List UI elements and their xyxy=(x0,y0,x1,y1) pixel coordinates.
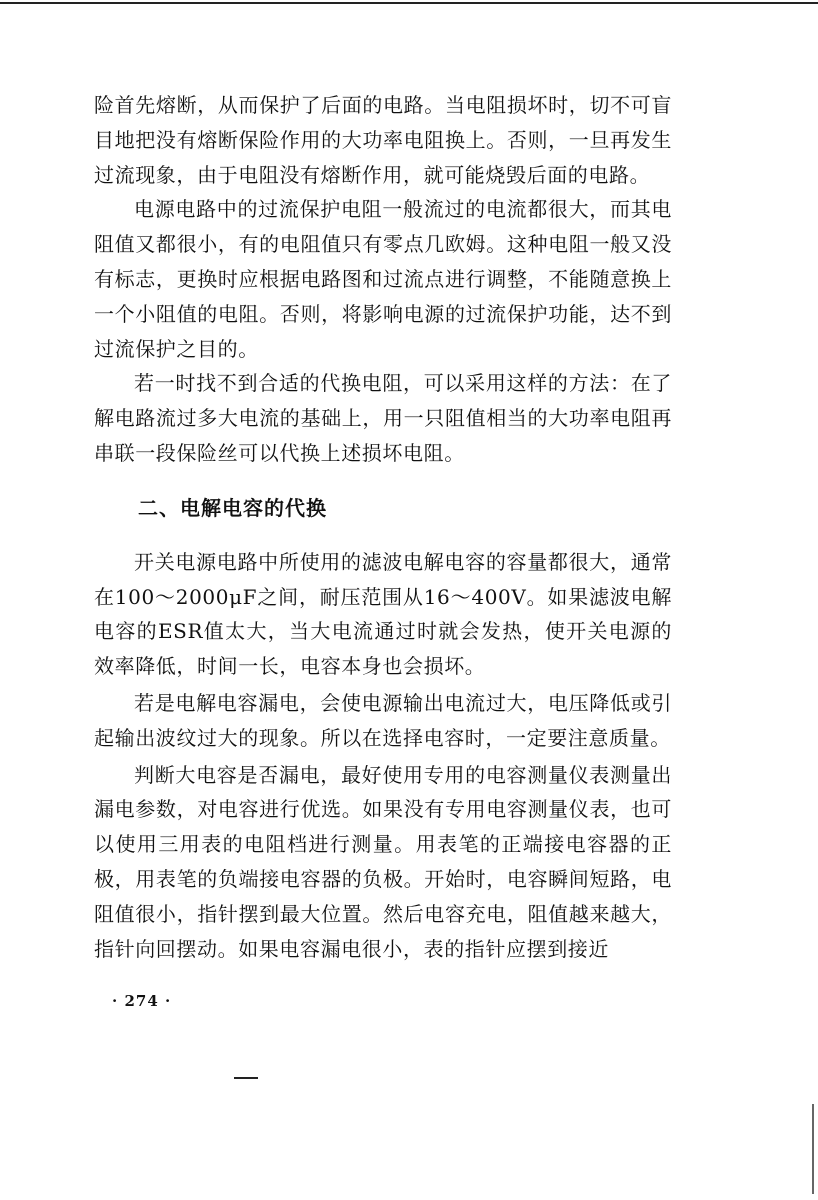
paragraph-capacitor-leakage: 若是电解电容漏电，会使电源输出电流过大，电压降低或引起输出波纹过大的现象。所以在选择电容时，一定要注意质量。 xyxy=(94,690,672,750)
paragraph-filter-capacitor: 开关电源电路中所使用的滤波电解电容的容量都很大，通常在100～2000μF之间，耐压范围从16～400V。如果滤波电解电容的ESR值太大，当大电流通过时就会发热，使开关电源的效率降低，时间一长，电容本身也会损坏。 xyxy=(94,549,672,679)
paragraph-leak-testing: 判断大电容是否漏电，最好使用专用的电容测量仪表测量出漏电参数，对电容进行优选。如果没有专用电容测量仪表，也可以使用三用表的电阻档进行测量。用表笔的正端接电容器的正极，用表笔的负端接电容器的负极。开始时，电容瞬间短路，电阻值很小，指针摆到最大位置。然后电容充电，阻值越来越大，指针向回摆动。如果电容漏电很小，表的指针应摆到接近 xyxy=(94,762,672,961)
top-rule xyxy=(0,2,818,4)
page-body xyxy=(94,88,672,966)
paragraph-overcurrent-resistor: 电源电路中的过流保护电阻一般流过的电流都很大，而其电阻值又都很小，有的电阻值只有零点几欧姆。这种电阻一般又没有标志，更换时应根据电路图和过流点进行调整，不能随意换上一个小阻值的电阻。否则，将影响电源的过流保护功能，达不到过流保护之目的。 xyxy=(94,197,672,361)
side-mark xyxy=(812,1104,814,1194)
section-heading: 二、电解电容的代换 xyxy=(138,495,327,520)
paragraph-continuation: 险首先熔断，从而保护了后面的电路。当电阻损坏时，切不可盲目地把没有熔断保险作用的大功率电阻换上。否则，一旦再发生过流现象，由于电阻没有熔断作用，就可能烧毁后面的电路。 xyxy=(94,93,672,187)
paragraph-substitute-resistor: 若一时找不到合适的代换电阻，可以采用这样的方法：在了解电路流过多大电流的基础上，用一只阻值相当的大功率电阻再串联一段保险丝可以代换上述损坏电阻。 xyxy=(94,371,672,465)
page-number: · 274 · xyxy=(112,992,172,1010)
bottom-mark xyxy=(234,1077,258,1079)
